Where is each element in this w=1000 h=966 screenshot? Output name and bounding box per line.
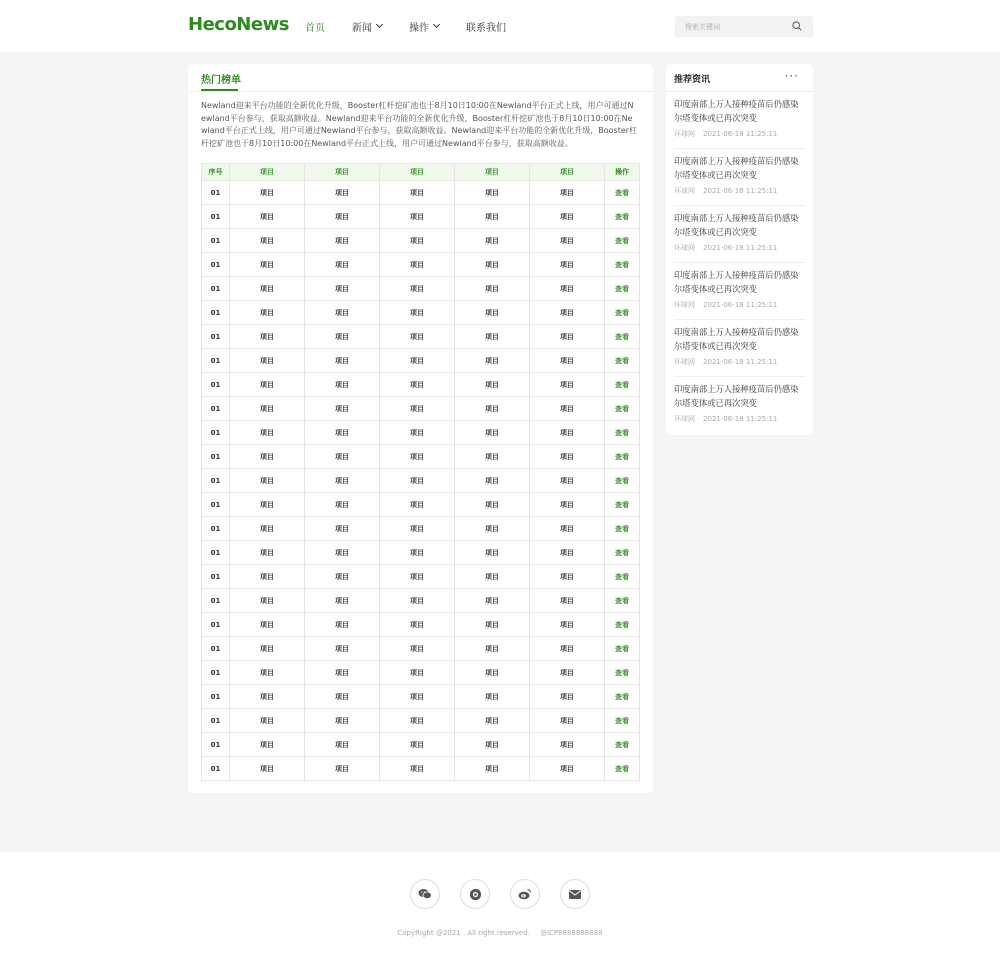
- weibo-icon: [518, 888, 532, 900]
- item-cell: 项目: [230, 565, 305, 589]
- mail-icon: [569, 890, 581, 899]
- item-cell: 项目: [455, 685, 530, 709]
- view-link[interactable]: 查看: [605, 325, 640, 349]
- item-cell: 项目: [305, 421, 380, 445]
- item-cell: 项目: [530, 565, 605, 589]
- item-cell: 项目: [380, 301, 455, 325]
- nav-home[interactable]: [305, 19, 325, 34]
- item-cell: 项目: [530, 445, 605, 469]
- divider: [674, 262, 805, 263]
- nav-contact-label: 联系我们: [466, 22, 506, 34]
- wechat-icon: [418, 888, 432, 900]
- news-meta: [674, 243, 805, 253]
- item-cell: 项目: [305, 373, 380, 397]
- main-nav: [305, 0, 533, 52]
- row-index-cell: 01: [202, 205, 230, 229]
- item-cell: 项目: [530, 517, 605, 541]
- row-index-cell: 01: [202, 613, 230, 637]
- item-cell: 项目: [230, 301, 305, 325]
- item-cell: 项目: [455, 445, 530, 469]
- table-row: [202, 565, 640, 589]
- news-time: 2021-06-18 11:25:11: [703, 301, 778, 309]
- news-item[interactable]: [674, 211, 805, 253]
- news-title[interactable]: 印度南部上万人接种疫苗后仍感染尔塔变体或已再次突变: [674, 99, 799, 123]
- table-header-row: [202, 164, 640, 181]
- row-index-cell: 01: [202, 373, 230, 397]
- item-cell: 项目: [305, 205, 380, 229]
- row-index-cell: 01: [202, 301, 230, 325]
- search-box: [675, 16, 813, 37]
- item-cell: 项目: [380, 709, 455, 733]
- news-title[interactable]: 印度南部上万人接种疫苗后仍感染尔塔变体或已再次突变: [674, 270, 799, 294]
- row-index-cell: 01: [202, 733, 230, 757]
- row-index-cell: 01: [202, 445, 230, 469]
- hot-list-card: [188, 64, 653, 793]
- item-cell: 项目: [305, 733, 380, 757]
- nav-home-label: 首页: [305, 22, 325, 34]
- item-cell: 项目: [380, 493, 455, 517]
- divider: [674, 205, 805, 206]
- col-header-item: 项目: [530, 164, 605, 181]
- item-cell: 项目: [530, 325, 605, 349]
- table-row: [202, 349, 640, 373]
- item-cell: 项目: [230, 661, 305, 685]
- table-row: [202, 541, 640, 565]
- row-index-cell: 01: [202, 637, 230, 661]
- chevron-down-icon: [433, 21, 440, 28]
- view-link[interactable]: 查看: [605, 757, 640, 781]
- view-link[interactable]: 查看: [605, 421, 640, 445]
- item-cell: 项目: [230, 613, 305, 637]
- view-link[interactable]: 查看: [605, 613, 640, 637]
- table-row: [202, 397, 640, 421]
- item-cell: 项目: [305, 253, 380, 277]
- news-title[interactable]: 印度南部上万人接种疫苗后仍感染尔塔变体或已再次突变: [674, 213, 799, 237]
- item-cell: 项目: [380, 421, 455, 445]
- item-cell: 项目: [305, 589, 380, 613]
- copyright: [0, 928, 1000, 938]
- item-cell: 项目: [380, 181, 455, 205]
- logo[interactable]: HecoNews: [188, 14, 289, 35]
- view-link[interactable]: 查看: [605, 637, 640, 661]
- row-index-cell: 01: [202, 253, 230, 277]
- more-icon[interactable]: ···: [784, 69, 799, 83]
- site-header: [0, 0, 1000, 52]
- item-cell: 项目: [530, 661, 605, 685]
- item-cell: 项目: [380, 277, 455, 301]
- wechat-button[interactable]: [410, 879, 440, 909]
- item-cell: 项目: [455, 589, 530, 613]
- table-row: [202, 757, 640, 781]
- weibo-button[interactable]: [510, 879, 540, 909]
- search-input[interactable]: [675, 16, 785, 37]
- item-cell: 项目: [305, 709, 380, 733]
- item-cell: 项目: [455, 709, 530, 733]
- item-cell: 项目: [530, 229, 605, 253]
- camera-button[interactable]: [460, 879, 490, 909]
- view-link[interactable]: 查看: [605, 301, 640, 325]
- news-source: 环球网: [674, 358, 695, 366]
- item-cell: 项目: [455, 397, 530, 421]
- table-row: [202, 493, 640, 517]
- table-row: [202, 229, 640, 253]
- nav-contact[interactable]: [466, 19, 506, 34]
- nav-operations[interactable]: [409, 19, 439, 34]
- item-cell: 项目: [305, 397, 380, 421]
- item-cell: 项目: [380, 445, 455, 469]
- item-cell: 项目: [455, 277, 530, 301]
- row-index-cell: 01: [202, 277, 230, 301]
- item-cell: 项目: [530, 469, 605, 493]
- view-link[interactable]: 查看: [605, 517, 640, 541]
- item-cell: 项目: [530, 301, 605, 325]
- item-cell: 项目: [380, 661, 455, 685]
- item-cell: 项目: [230, 373, 305, 397]
- item-cell: 项目: [380, 397, 455, 421]
- row-index-cell: 01: [202, 517, 230, 541]
- mail-button[interactable]: [560, 879, 590, 909]
- item-cell: 项目: [230, 253, 305, 277]
- news-item[interactable]: [674, 154, 805, 196]
- item-cell: 项目: [230, 277, 305, 301]
- item-cell: 项目: [380, 589, 455, 613]
- item-cell: 项目: [530, 541, 605, 565]
- row-index-cell: 01: [202, 421, 230, 445]
- item-cell: 项目: [230, 589, 305, 613]
- view-link[interactable]: 查看: [605, 565, 640, 589]
- row-index-cell: 01: [202, 349, 230, 373]
- recommended-news-card: [666, 64, 813, 435]
- site-footer: [0, 852, 1000, 966]
- sidebar-title: 推荐资讯: [674, 75, 711, 85]
- table-row: [202, 277, 640, 301]
- icp-number[interactable]: 备ICP8888888888: [539, 929, 603, 937]
- table-row: [202, 181, 640, 205]
- item-cell: 项目: [230, 493, 305, 517]
- item-cell: 项目: [230, 685, 305, 709]
- item-cell: 项目: [380, 517, 455, 541]
- item-cell: 项目: [305, 325, 380, 349]
- item-cell: 项目: [305, 349, 380, 373]
- row-index-cell: 01: [202, 757, 230, 781]
- item-cell: 项目: [455, 349, 530, 373]
- view-link[interactable]: 查看: [605, 229, 640, 253]
- view-link[interactable]: 查看: [605, 709, 640, 733]
- item-cell: 项目: [455, 229, 530, 253]
- item-cell: 项目: [455, 493, 530, 517]
- row-index-cell: 01: [202, 565, 230, 589]
- row-index-cell: 01: [202, 589, 230, 613]
- news-source: 环球网: [674, 187, 695, 195]
- item-cell: 项目: [230, 757, 305, 781]
- nav-operations-label: 操作: [409, 22, 429, 34]
- news-time: 2021-06-18 11:25:11: [703, 358, 778, 366]
- item-cell: 项目: [455, 469, 530, 493]
- row-index-cell: 01: [202, 469, 230, 493]
- chevron-down-icon: [376, 21, 383, 28]
- item-cell: 项目: [230, 205, 305, 229]
- news-time: 2021-06-18 11:25:11: [703, 187, 778, 195]
- item-cell: 项目: [380, 733, 455, 757]
- view-link[interactable]: 查看: [605, 469, 640, 493]
- item-cell: 项目: [530, 349, 605, 373]
- table-row: [202, 661, 640, 685]
- news-time: 2021-06-18 11:25:11: [703, 244, 778, 252]
- item-cell: 项目: [230, 325, 305, 349]
- item-cell: 项目: [455, 373, 530, 397]
- item-cell: 项目: [530, 397, 605, 421]
- item-cell: 项目: [455, 325, 530, 349]
- table-row: [202, 589, 640, 613]
- item-cell: 项目: [380, 349, 455, 373]
- item-cell: 项目: [530, 709, 605, 733]
- view-link[interactable]: 查看: [605, 589, 640, 613]
- table-row: [202, 421, 640, 445]
- copyright-text: CopyRight @2021 . All right reserved.: [397, 929, 530, 937]
- view-link[interactable]: 查看: [605, 493, 640, 517]
- item-cell: 项目: [455, 253, 530, 277]
- table-row: [202, 205, 640, 229]
- news-source: 环球网: [674, 415, 695, 423]
- item-cell: 项目: [305, 517, 380, 541]
- row-index-cell: 01: [202, 493, 230, 517]
- item-cell: 项目: [380, 229, 455, 253]
- item-cell: 项目: [380, 325, 455, 349]
- news-item[interactable]: [674, 97, 805, 139]
- camera-icon: [469, 888, 482, 901]
- item-cell: 项目: [380, 253, 455, 277]
- item-cell: 项目: [530, 733, 605, 757]
- table-row: [202, 253, 640, 277]
- news-item[interactable]: [674, 382, 805, 424]
- table-row: [202, 613, 640, 637]
- item-cell: 项目: [380, 613, 455, 637]
- news-title[interactable]: 印度南部上万人接种疫苗后仍感染尔塔变体或已再次突变: [674, 327, 799, 351]
- news-meta: [674, 129, 805, 139]
- item-cell: 项目: [305, 541, 380, 565]
- item-cell: 项目: [305, 493, 380, 517]
- row-index-cell: 01: [202, 397, 230, 421]
- news-item[interactable]: [674, 268, 805, 310]
- item-cell: 项目: [305, 685, 380, 709]
- news-time: 2021-06-18 11:25:11: [703, 415, 778, 423]
- item-cell: 项目: [305, 565, 380, 589]
- table-row: [202, 685, 640, 709]
- col-header-index: 序号: [202, 164, 230, 181]
- news-title[interactable]: 印度南部上万人接种疫苗后仍感染尔塔变体或已再次突变: [674, 156, 799, 180]
- table-row: [202, 709, 640, 733]
- item-cell: 项目: [530, 181, 605, 205]
- news-source: 环球网: [674, 301, 695, 309]
- item-cell: 项目: [305, 613, 380, 637]
- item-cell: 项目: [530, 685, 605, 709]
- item-cell: 项目: [230, 733, 305, 757]
- item-cell: 项目: [380, 757, 455, 781]
- item-cell: 项目: [530, 637, 605, 661]
- item-cell: 项目: [230, 229, 305, 253]
- news-item[interactable]: [674, 325, 805, 367]
- table-row: [202, 469, 640, 493]
- row-index-cell: 01: [202, 325, 230, 349]
- divider: [666, 91, 813, 92]
- divider: [674, 319, 805, 320]
- view-link[interactable]: 查看: [605, 685, 640, 709]
- item-cell: 项目: [380, 685, 455, 709]
- item-cell: 项目: [230, 637, 305, 661]
- view-link[interactable]: 查看: [605, 349, 640, 373]
- col-header-item: 项目: [455, 164, 530, 181]
- item-cell: 项目: [455, 421, 530, 445]
- item-cell: 项目: [530, 253, 605, 277]
- item-cell: 项目: [455, 661, 530, 685]
- item-cell: 项目: [455, 637, 530, 661]
- item-cell: 项目: [230, 517, 305, 541]
- col-header-item: 项目: [305, 164, 380, 181]
- table-row: [202, 733, 640, 757]
- view-link[interactable]: 查看: [605, 205, 640, 229]
- view-link[interactable]: 查看: [605, 733, 640, 757]
- item-cell: 项目: [230, 181, 305, 205]
- item-cell: 项目: [380, 205, 455, 229]
- view-link[interactable]: 查看: [605, 373, 640, 397]
- news-title[interactable]: 印度南部上万人接种疫苗后仍感染尔塔变体或已再次突变: [674, 384, 799, 408]
- item-cell: 项目: [530, 493, 605, 517]
- table-row: [202, 637, 640, 661]
- item-cell: 项目: [455, 541, 530, 565]
- view-link[interactable]: 查看: [605, 541, 640, 565]
- news-source: 环球网: [674, 244, 695, 252]
- item-cell: 项目: [455, 301, 530, 325]
- item-cell: 项目: [380, 373, 455, 397]
- item-cell: 项目: [530, 277, 605, 301]
- item-cell: 项目: [305, 469, 380, 493]
- view-link[interactable]: 查看: [605, 253, 640, 277]
- item-cell: 项目: [455, 565, 530, 589]
- view-link[interactable]: 查看: [605, 661, 640, 685]
- row-index-cell: 01: [202, 229, 230, 253]
- item-cell: 项目: [530, 205, 605, 229]
- divider: [188, 91, 653, 92]
- col-header-action: 操作: [605, 164, 640, 181]
- item-cell: 项目: [530, 613, 605, 637]
- nav-news-label: 新闻: [352, 22, 372, 34]
- item-cell: 项目: [380, 637, 455, 661]
- col-header-item: 项目: [230, 164, 305, 181]
- item-cell: 项目: [305, 637, 380, 661]
- item-cell: 项目: [455, 757, 530, 781]
- item-cell: 项目: [230, 421, 305, 445]
- view-link[interactable]: 查看: [605, 397, 640, 421]
- item-cell: 项目: [305, 277, 380, 301]
- item-cell: 项目: [230, 445, 305, 469]
- item-cell: 项目: [230, 397, 305, 421]
- item-cell: 项目: [305, 661, 380, 685]
- news-time: 2021-06-18 11:25:11: [703, 130, 778, 138]
- item-cell: 项目: [230, 349, 305, 373]
- table-row: [202, 373, 640, 397]
- row-index-cell: 01: [202, 661, 230, 685]
- hot-list-table: [201, 163, 640, 781]
- table-row: [202, 445, 640, 469]
- nav-news[interactable]: [352, 19, 382, 34]
- news-meta: [674, 300, 805, 310]
- view-link[interactable]: 查看: [605, 445, 640, 469]
- item-cell: 项目: [230, 469, 305, 493]
- row-index-cell: 01: [202, 685, 230, 709]
- news-source: 环球网: [674, 130, 695, 138]
- news-meta: [674, 186, 805, 196]
- divider: [674, 148, 805, 149]
- intro-text: Newland迎来平台功能的全新优化升级，Booster杠杆挖矿池也于8月10日10:00在Newland平台正式上线，用户可通过Newland平台参与，获取高额收益。Newland迎来平台功能的全新优化升级，Booster杠杆挖矿池也于8月10日10:00在Newland平台正式上线，用户可通过Newland平台参与，获取高额收益。Newland迎来平台功能的全新优化升级，Booster杠杆挖矿池也于8月10日10:00在Newland平台正式上线，用户可通过Newland平台参与，获取高额收益。: [201, 101, 638, 148]
- search-icon[interactable]: [792, 21, 802, 31]
- item-cell: 项目: [455, 733, 530, 757]
- view-link[interactable]: 查看: [605, 277, 640, 301]
- item-cell: 项目: [530, 421, 605, 445]
- item-cell: 项目: [230, 709, 305, 733]
- divider: [674, 376, 805, 377]
- item-cell: 项目: [455, 181, 530, 205]
- col-header-item: 项目: [380, 164, 455, 181]
- news-meta: [674, 357, 805, 367]
- row-index-cell: 01: [202, 181, 230, 205]
- item-cell: 项目: [380, 469, 455, 493]
- item-cell: 项目: [380, 541, 455, 565]
- view-link[interactable]: 查看: [605, 181, 640, 205]
- item-cell: 项目: [305, 181, 380, 205]
- item-cell: 项目: [530, 589, 605, 613]
- item-cell: 项目: [455, 517, 530, 541]
- item-cell: 项目: [305, 229, 380, 253]
- item-cell: 项目: [380, 565, 455, 589]
- row-index-cell: 01: [202, 541, 230, 565]
- item-cell: 项目: [530, 373, 605, 397]
- item-cell: 项目: [230, 541, 305, 565]
- item-cell: 项目: [305, 757, 380, 781]
- item-cell: 项目: [305, 445, 380, 469]
- table-row: [202, 325, 640, 349]
- table-row: [202, 301, 640, 325]
- item-cell: 项目: [305, 301, 380, 325]
- table-body: [202, 181, 640, 781]
- table-row: [202, 517, 640, 541]
- item-cell: 项目: [530, 757, 605, 781]
- item-cell: 项目: [455, 613, 530, 637]
- news-meta: [674, 414, 805, 424]
- card-title: 热门榜单: [201, 75, 241, 86]
- row-index-cell: 01: [202, 709, 230, 733]
- item-cell: 项目: [455, 205, 530, 229]
